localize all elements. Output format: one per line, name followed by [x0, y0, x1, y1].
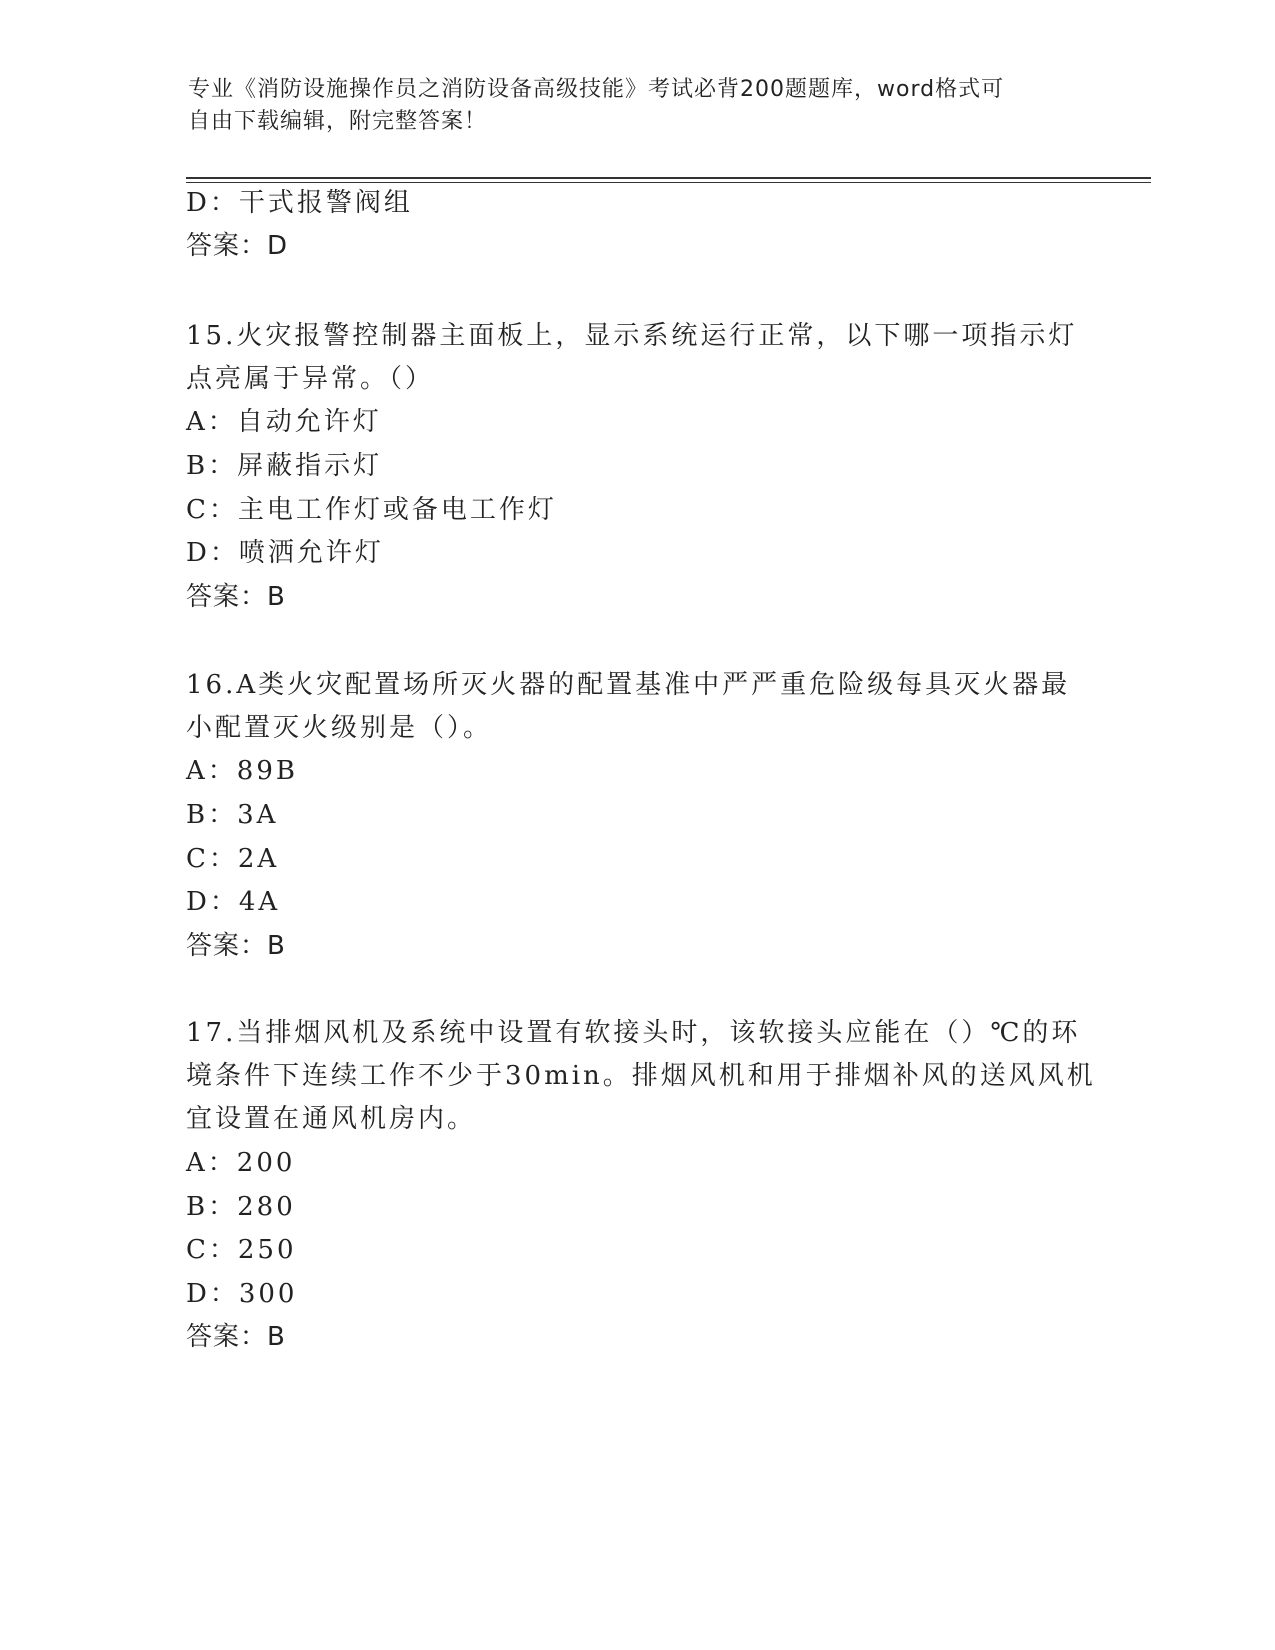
question-15-option-b: B：屏蔽指示灯	[186, 451, 383, 481]
question-16-option-b: B：3A	[186, 800, 279, 830]
header-line-1: 专业《消防设施操作员之消防设备高级技能》考试必背200题题库，word格式可	[188, 77, 1005, 102]
question-17-answer: 答案：B	[186, 1322, 286, 1352]
page-header	[188, 74, 1068, 138]
question-16-option-a: A：89B	[186, 756, 298, 786]
header-divider-thin	[186, 182, 1151, 183]
question-17-stem-line-1: 17.当排烟风机及系统中设置有软接头时，该软接头应能在（）℃的环	[186, 1018, 1081, 1048]
question-16-option-c: C：2A	[186, 844, 280, 874]
question-15-stem-line-1: 15.火灾报警控制器主面板上，显示系统运行正常，以下哪一项指示灯	[186, 321, 1078, 351]
question-17-option-c: C：250	[186, 1235, 297, 1265]
question-17-stem-line-2: 境条件下连续工作不少于30min。排烟风机和用于排烟补风的送风风机	[186, 1061, 1096, 1091]
answer-previous: 答案：D	[186, 231, 289, 261]
question-15-stem-line-2: 点亮属于异常。（）	[186, 364, 435, 394]
question-15-option-d: D：喷洒允许灯	[186, 538, 384, 568]
option-d-previous: D：干式报警阀组	[186, 188, 413, 218]
question-16-stem-line-2: 小配置灭火级别是（）。	[186, 713, 493, 743]
question-15-answer: 答案：B	[186, 582, 286, 612]
question-17-option-a: A：200	[186, 1148, 296, 1178]
question-16-option-d: D：4A	[186, 887, 281, 917]
header-line-2: 自由下载编辑，附完整答案！	[188, 109, 488, 134]
question-15-option-c: C：主电工作灯或备电工作灯	[186, 495, 557, 525]
question-16-answer: 答案：B	[186, 931, 286, 961]
question-17-option-d: D：300	[186, 1279, 298, 1309]
question-15-option-a: A：自动允许灯	[186, 407, 382, 437]
header-divider-thick	[186, 177, 1151, 179]
question-16-stem-line-1: 16.A类火灾配置场所灭火器的配置基准中严严重危险级每具灭火器最	[186, 670, 1071, 700]
question-17-stem-line-3: 宜设置在通风机房内。	[186, 1104, 477, 1134]
question-17-option-b: B：280	[186, 1192, 296, 1222]
